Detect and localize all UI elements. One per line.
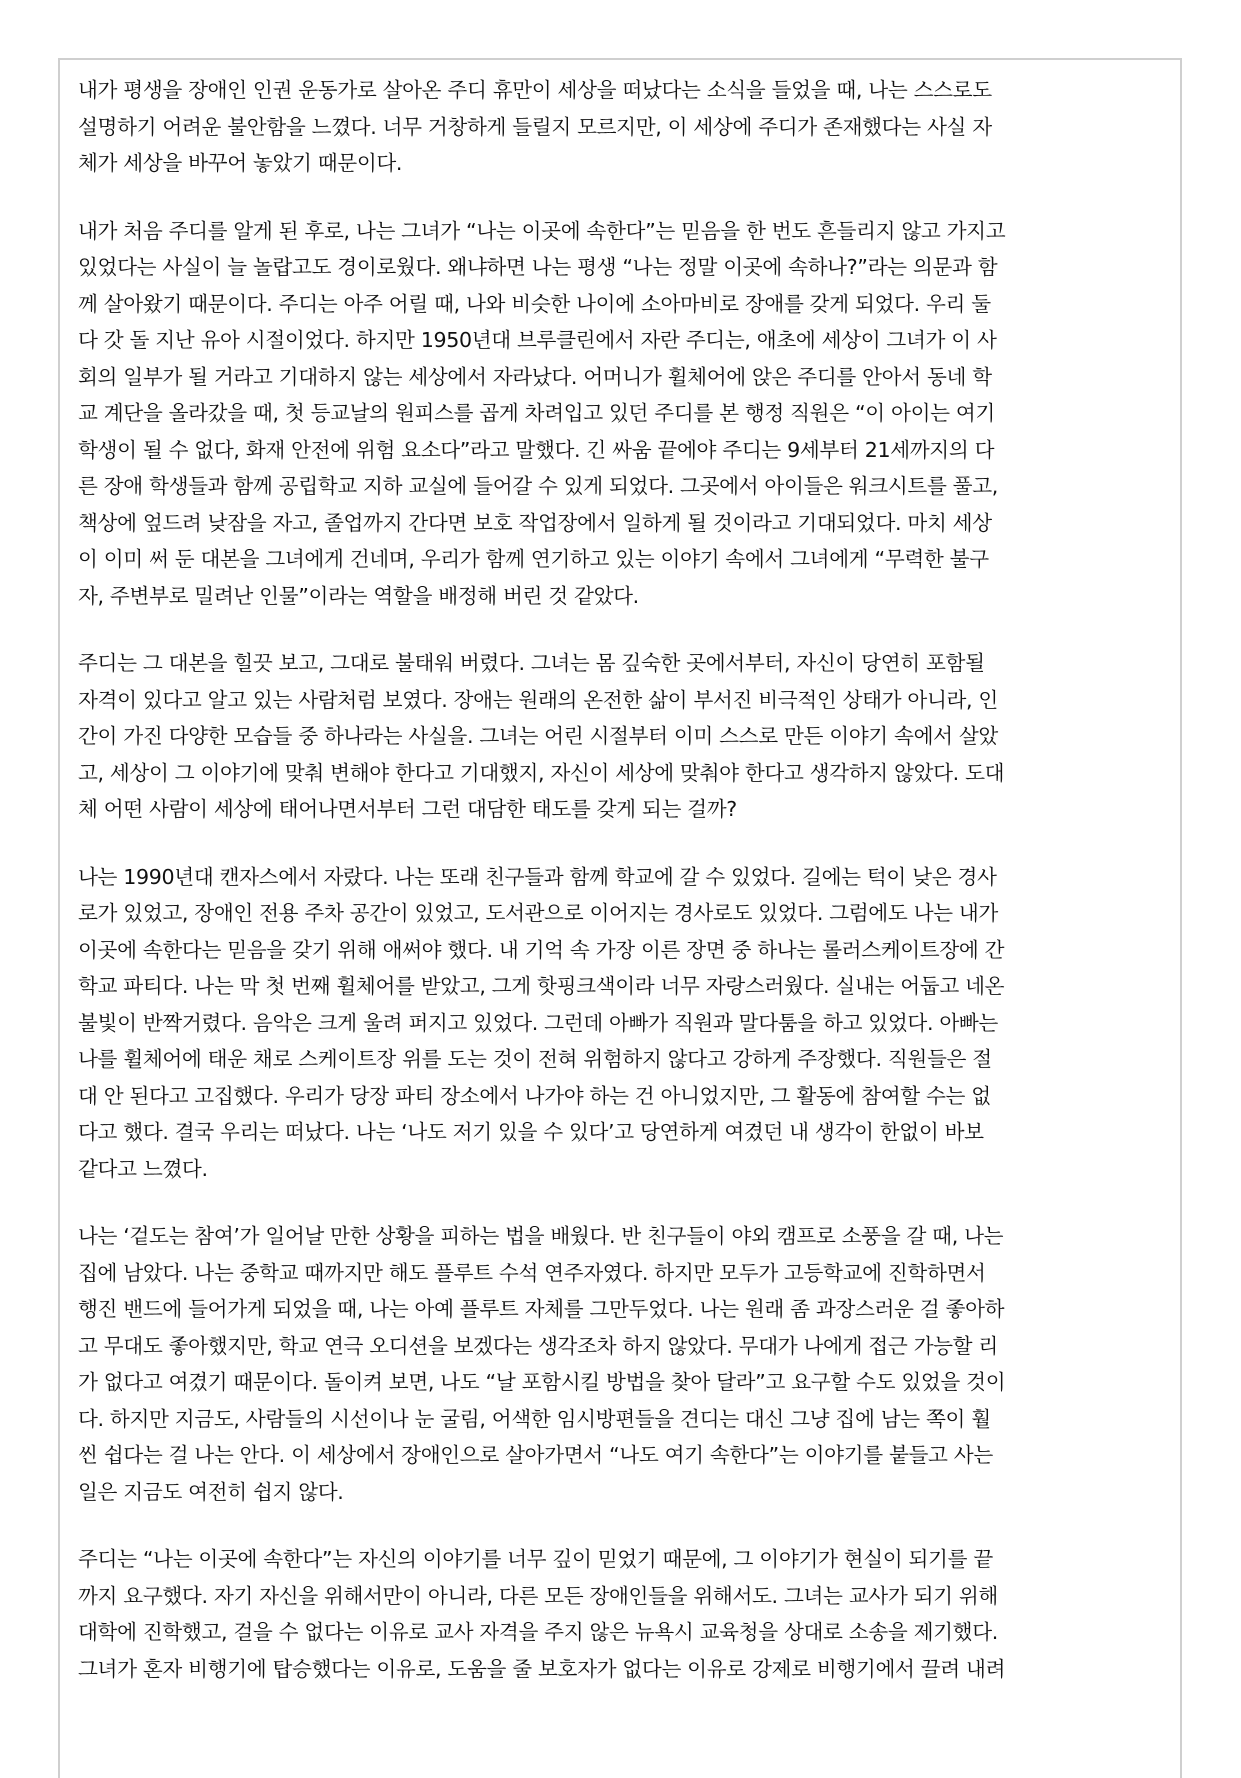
text-line: 책상에 엎드려 낮잠을 자고, 졸업까지 간다면 보호 작업장에서 일하게 될 것이라고 기대되었다. 마치 세상 (78, 510, 992, 535)
text-line: 체가 세상을 바꾸어 놓았기 때문이다. (78, 151, 403, 175)
document-body (78, 72, 1168, 1718)
text-line: 자, 주변부로 밀려난 인물”이라는 역할을 배정해 버린 것 같았다. (78, 583, 639, 608)
text-line: 이곳에 속한다는 믿음을 갖기 위해 애써야 했다. 내 기억 속 가장 이른 장면 중 하나는 롤러스케이트장에 간 (78, 937, 1005, 962)
text-line: 주디는 그 대본을 힐끗 보고, 그대로 불태워 버렸다. 그녀는 몸 깊숙한 곳에서부터, 자신이 당연히 포함될 (78, 651, 985, 675)
text-line: 다 갓 돌 지난 유아 시절이었다. 하지만 1950년대 브루클린에서 자란 주디는, 애초에 세상이 그녀가 이 사 (78, 328, 997, 352)
text-line: 학생이 될 수 없다, 화재 안전에 위험 요소다”라고 말했다. 긴 싸움 끝에야 주디는 9세부터 21세까지의 다 (78, 437, 995, 462)
paragraph (78, 72, 1168, 182)
text-line: 로가 있었고, 장애인 전용 주차 공간이 있었고, 도서관으로 이어지는 경사로도 있었다. 그럼에도 나는 내가 (78, 901, 998, 925)
text-line: 고 무대도 좋아했지만, 학교 연극 오디션을 보겠다는 생각조차 하지 않았다. 무대가 나에게 접근 가능할 리 (78, 1333, 998, 1358)
text-line: 나를 휠체어에 태운 채로 스케이트장 위를 도는 것이 전혀 위험하지 않다고 강하게 주장했다. 직원들은 절 (78, 1047, 992, 1071)
text-line: 주디는 “나는 이곳에 속한다”는 자신의 이야기를 너무 깊이 믿었기 때문에, 그 이야기가 현실이 되기를 끝 (78, 1547, 993, 1571)
paragraph (78, 213, 1168, 615)
text-line: 나는 1990년대 캔자스에서 자랐다. 나는 또래 친구들과 함께 학교에 갈 수 있었다. 길에는 턱이 낮은 경사 (78, 864, 997, 889)
text-line: 교 계단을 올라갔을 때, 첫 등교날의 원피스를 곱게 차려입고 있던 주디를 본 행정 직원은 “이 아이는 여기 (78, 401, 995, 425)
text-line: 내가 평생을 장애인 인권 운동가로 살아온 주디 휴만이 세상을 떠났다는 소식을 들었을 때, 나는 스스로도 (78, 78, 992, 102)
paragraph (78, 1541, 1168, 1687)
text-line: 자격이 있다고 알고 있는 사람처럼 보였다. 장애는 원래의 온전한 삶이 부서진 비극적인 상태가 아니라, 인 (78, 687, 998, 712)
text-line: 회의 일부가 될 거라고 기대하지 않는 세상에서 자라났다. 어머니가 휠체어에 앉은 주디를 안아서 동네 학 (78, 364, 992, 389)
text-line: 있었다는 사실이 늘 놀랍고도 경이로웠다. 왜냐하면 나는 평생 “나는 정말 이곳에 속하나?”라는 의문과 함 (78, 255, 998, 279)
text-line: 불빛이 반짝거렸다. 음악은 크게 울려 퍼지고 있었다. 그런데 아빠가 직원과 말다툼을 하고 있었다. 아빠는 (78, 1010, 998, 1035)
text-line: 까지 요구했다. 자기 자신을 위해서만이 아니라, 다른 모든 장애인들을 위해서도. 그녀는 교사가 되기 위해 (78, 1583, 998, 1608)
text-line: 내가 처음 주디를 알게 된 후로, 나는 그녀가 “나는 이곳에 속한다”는 믿음을 한 번도 흔들리지 않고 가지고 (78, 218, 1006, 243)
text-line: 그녀가 혼자 비행기에 탑승했다는 이유로, 도움을 줄 보호자가 없다는 이유로 강제로 비행기에서 끌려 내려 (78, 1656, 1006, 1681)
paragraph (78, 1218, 1168, 1510)
text-line: 대 안 된다고 고집했다. 우리가 당장 파티 장소에서 나가야 하는 건 아니었지만, 그 활동에 참여할 수는 없 (78, 1083, 991, 1108)
text-line: 학교 파티다. 나는 막 첫 번째 휠체어를 받았고, 그게 핫핑크색이라 너무 자랑스러웠다. 실내는 어둡고 네온 (78, 974, 1005, 998)
text-line: 간이 가진 다양한 모습들 중 하나라는 사실을. 그녀는 어린 시절부터 이미 스스로 만든 이야기 속에서 살았 (78, 724, 998, 748)
text-line: 체 어떤 사람이 세상에 태어나면서부터 그런 대담한 태도를 갖게 되는 걸까? (78, 797, 737, 821)
paragraph (78, 859, 1168, 1188)
text-line: 대학에 진학했고, 걸을 수 없다는 이유로 교사 자격을 주지 않은 뉴욕시 교육청을 상대로 소송을 제기했다. (78, 1620, 998, 1644)
text-line: 가 없다고 여겼기 때문이다. 돌이켜 보면, 나도 “날 포함시킬 방법을 찾아 달라”고 요구할 수도 있었을 것이 (78, 1370, 1006, 1394)
text-line: 설명하기 어려운 불안함을 느꼈다. 너무 거창하게 들릴지 모르지만, 이 세상에 주디가 존재했다는 사실 자 (78, 114, 992, 139)
text-line: 고, 세상이 그 이야기에 맞춰 변해야 한다고 기대했지, 자신이 세상에 맞춰야 한다고 생각하지 않았다. 도대 (78, 760, 1005, 785)
text-line: 씬 쉽다는 걸 나는 안다. 이 세상에서 장애인으로 살아가면서 “나도 여기 속한다”는 이야기를 붙들고 사는 (78, 1443, 993, 1467)
paragraph (78, 645, 1168, 828)
text-line: 른 장애 학생들과 함께 공립학교 지하 교실에 들어갈 수 있게 되었다. 그곳에서 아이들은 워크시트를 풀고, (78, 474, 998, 498)
text-line: 나는 ‘겉도는 참여’가 일어날 만한 상황을 피하는 법을 배웠다. 반 친구들이 야외 캠프로 소풍을 갈 때, 나는 (78, 1224, 1004, 1248)
text-line: 일은 지금도 여전히 쉽지 않다. (78, 1479, 344, 1504)
text-line: 다고 했다. 결국 우리는 떠났다. 나는 ‘나도 저기 있을 수 있다’고 당연하게 여겼던 내 생각이 한없이 바보 (78, 1120, 984, 1144)
text-line: 집에 남았다. 나는 중학교 때까지만 해도 플루트 수석 연주자였다. 하지만 모두가 고등학교에 진학하면서 (78, 1260, 986, 1285)
text-line: 께 살아왔기 때문이다. 주디는 아주 어릴 때, 나와 비슷한 나이에 소아마비로 장애를 갖게 되었다. 우리 둘 (78, 291, 991, 316)
text-line: 행진 밴드에 들어가게 되었을 때, 나는 아예 플루트 자체를 그만두었다. 나는 원래 좀 과장스러운 걸 좋아하 (78, 1297, 1005, 1321)
text-line: 다. 하지만 지금도, 사람들의 시선이나 눈 굴림, 어색한 임시방편들을 견디는 대신 그냥 집에 남는 쪽이 훨 (78, 1406, 991, 1431)
text-line: 같다고 느꼈다. (78, 1156, 208, 1181)
text-line: 이 이미 써 둔 대본을 그녀에게 건네며, 우리가 함께 연기하고 있는 이야기 속에서 그녀에게 “무력한 불구 (78, 547, 989, 571)
